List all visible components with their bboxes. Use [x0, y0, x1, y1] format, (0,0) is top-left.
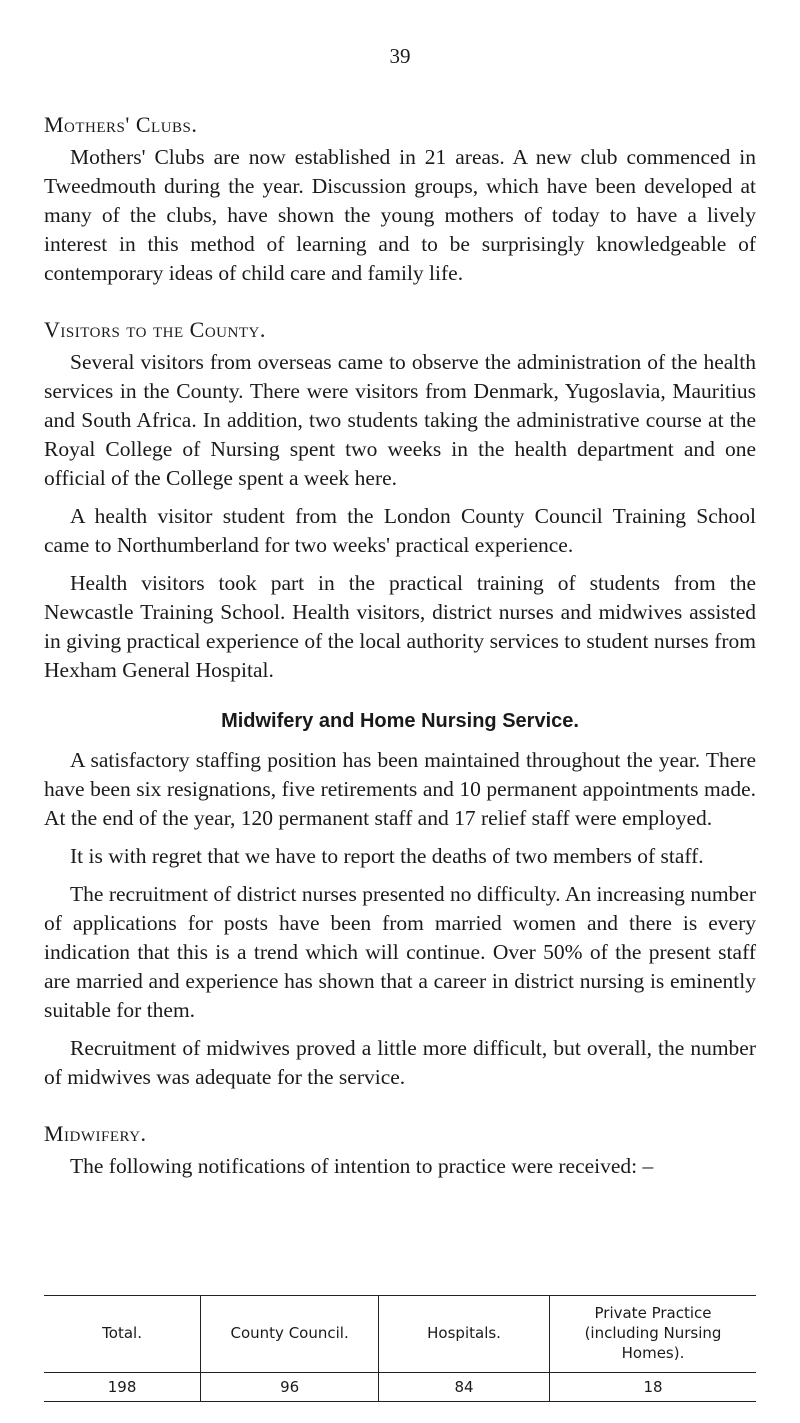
paragraph: Health visitors took part in the practical training of students from the Newcastle Training School. Health visitors, district nurses and midwives assisted in giving practical experience of the local authority services to student nurses from Hexham General Hospital. — [44, 571, 756, 682]
notifications-table — [44, 1295, 756, 1402]
column-header: County Council. — [201, 1296, 379, 1373]
section-heading: Visitors to the County. — [44, 317, 266, 342]
midwifery-home-nursing-section — [44, 707, 756, 1092]
table-cell: 96 — [201, 1373, 379, 1402]
table-header-row — [44, 1296, 756, 1373]
section-heading: Midwifery. — [44, 1121, 147, 1146]
column-header: Hospitals. — [379, 1296, 550, 1373]
section-heading: Midwifery and Home Nursing Service. — [221, 710, 579, 732]
paragraph: A satisfactory staffing position has been maintained throughout the year. There have been six resignations, five retirements and 10 permanent appointments made. At the end of the year, 120 permanent staff and 17 relief staff were employed. — [44, 748, 756, 830]
paragraph: Recruitment of midwives proved a little more difficult, but overall, the number of midwives was adequate for the service. — [44, 1036, 756, 1089]
paragraph: Mothers' Clubs are now established in 21 areas. A new club commenced in Tweedmouth during the year. Discussion groups, which have been developed at many of the clubs, have shown the young mothers of today to have a lively interest in this method of learning and to be surprisingly knowledgeable of contemporary ideas of child care and family life. — [44, 145, 756, 285]
paragraph: Several visitors from overseas came to observe the administration of the health services in the County. There were visitors from Denmark, Yugoslavia, Mauritius and South Africa. In addition, two students taking the administrative course at the Royal College of Nursing spent two weeks in the health department and one official of the College spent a week here. — [44, 350, 756, 490]
mothers-clubs-section — [44, 110, 756, 288]
paragraph: The following notifications of intention to practice were received: – — [70, 1154, 654, 1178]
paragraph: The recruitment of district nurses presented no difficulty. An increasing number of applications for posts have been from married women and there is every indication that this is a trend which will continue. Over 50% of the present staff are married and experience has shown that a career in district nursing is eminently suitable for them. — [44, 882, 756, 1022]
column-header: Private Practice (including Nursing Homes). — [550, 1296, 757, 1373]
paragraph: It is with regret that we have to report the deaths of two members of staff. — [70, 844, 704, 868]
table-cell: 18 — [550, 1373, 757, 1402]
visitors-section — [44, 315, 756, 685]
document-body — [44, 110, 756, 1190]
section-heading: Mothers' Clubs. — [44, 112, 198, 137]
paragraph: A health visitor student from the London County Council Training School came to Northumberland for two weeks' practical experience. — [44, 504, 756, 557]
page-number: 39 — [389, 44, 411, 68]
column-header: Total. — [44, 1296, 201, 1373]
table-row — [44, 1373, 756, 1402]
table-cell: 84 — [379, 1373, 550, 1402]
table-cell: 198 — [44, 1373, 201, 1402]
midwifery-section — [44, 1119, 756, 1181]
